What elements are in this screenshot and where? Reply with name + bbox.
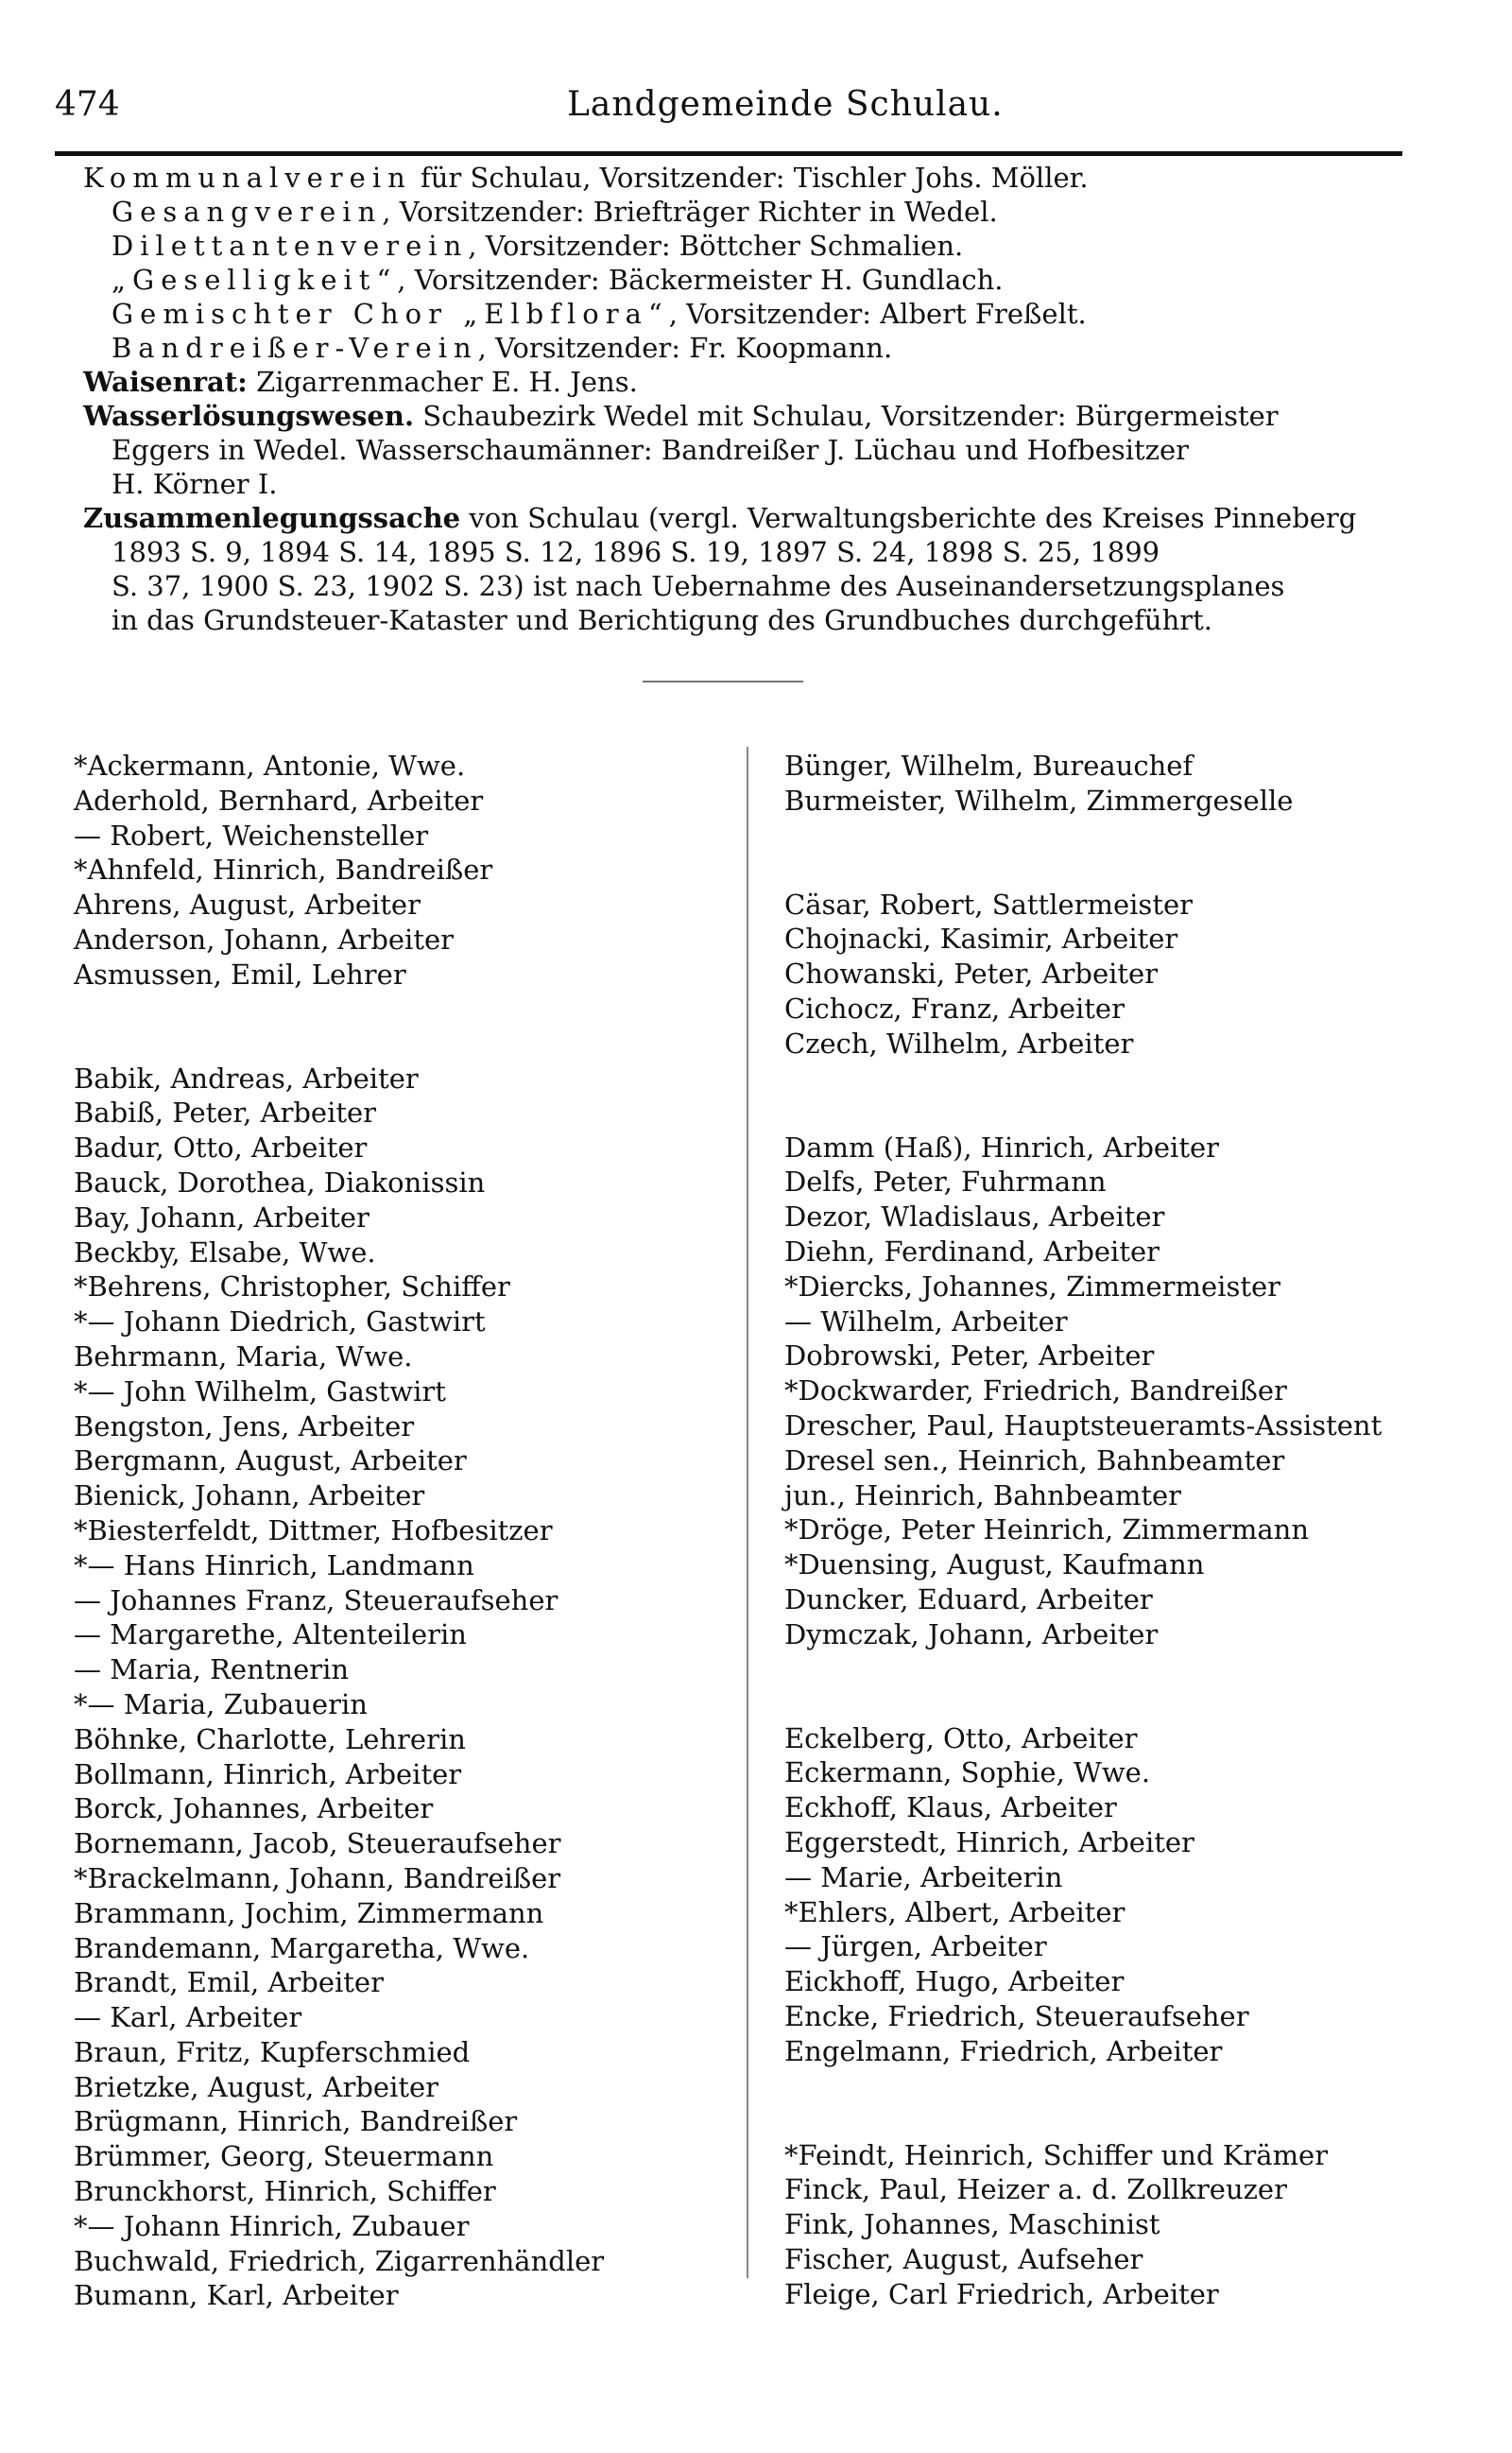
list-item: Burmeister, Wilhelm, Zimmergeselle <box>784 784 1294 817</box>
list-item: Damm (Haß), Hinrich, Arbeiter <box>784 1131 1219 1164</box>
list-item: Eckelberg, Otto, Arbeiter <box>784 1721 1138 1754</box>
page-number: 474 <box>55 85 120 124</box>
list-item: — Robert, Weichensteller <box>74 819 429 852</box>
list-item: *Ehlers, Albert, Arbeiter <box>784 1895 1125 1928</box>
section-continuation: Eggers in Wedel. Wasserschaumänner: Bandreißer J. Lüchau und Hofbesitzer <box>112 434 1189 466</box>
club-line: Gesangverein, Vorsitzender: Briefträger Richter in Wedel. <box>112 196 998 228</box>
list-item: *— Johann Hinrich, Zubauer <box>74 2209 470 2242</box>
list-item: Brügmann, Hinrich, Bandreißer <box>74 2105 518 2138</box>
section-continuation: 1893 S. 9, 1894 S. 14, 1895 S. 12, 1896 S. 19, 1897 S. 24, 1898 S. 25, 1899 <box>112 536 1160 568</box>
list-item: Brandt, Emil, Arbeiter <box>74 1966 384 1999</box>
list-item: Bengston, Jens, Arbeiter <box>74 1409 415 1442</box>
list-item: Beckby, Elsabe, Wwe. <box>74 1235 376 1269</box>
list-item: Böhnke, Charlotte, Lehrerin <box>74 1722 466 1755</box>
list-item: Eickhoff, Hugo, Arbeiter <box>784 1965 1125 1998</box>
list-item: Fleige, Carl Friedrich, Arbeiter <box>784 2277 1219 2310</box>
group-gap <box>74 993 735 1062</box>
list-item: Engelmann, Friedrich, Arbeiter <box>784 2034 1223 2067</box>
list-item: Chojnacki, Kasimir, Arbeiter <box>784 923 1178 956</box>
list-item: *Biesterfeldt, Dittmer, Hofbesitzer <box>74 1513 553 1546</box>
list-item: Badur, Otto, Arbeiter <box>74 1131 368 1165</box>
running-title: Landgemeinde Schulau. <box>567 85 1004 124</box>
list-item: Dresel sen., Heinrich, Bahnbeamter <box>784 1443 1285 1477</box>
list-item: Encke, Friedrich, Steueraufseher <box>784 1999 1249 2032</box>
list-item: Bünger, Wilhelm, Bureauchef <box>784 750 1194 782</box>
group-gap <box>784 1062 1503 1131</box>
club-line: Gemischter Chor „Elbflora“, Vorsitzender: Albert Freßelt. <box>112 298 1087 330</box>
list-item: Fischer, August, Aufseher <box>784 2242 1143 2275</box>
list-item: Chowanski, Peter, Arbeiter <box>784 958 1159 991</box>
group-gap <box>784 819 1503 888</box>
list-item: Dezor, Wladislaus, Arbeiter <box>784 1201 1165 1234</box>
list-item: Drescher, Paul, Hauptsteueramts-Assistent <box>784 1408 1383 1442</box>
section-zusammenlegung: Zusammenlegungssache von Schulau (vergl. Verwaltungsberichte des Kreises Pinneberg <box>83 502 1357 534</box>
list-item: Diehn, Ferdinand, Arbeiter <box>784 1235 1160 1268</box>
section-continuation: H. Körner I. <box>112 468 278 500</box>
list-item: — Johannes Franz, Steueraufseher <box>74 1583 558 1616</box>
list-item: *Brackelmann, Johann, Bandreißer <box>74 1861 561 1894</box>
list-item: *— Maria, Zubauerin <box>74 1687 368 1720</box>
list-item: Brümmer, Georg, Steuermann <box>74 2140 494 2173</box>
list-item: Brietzke, August, Arbeiter <box>74 2070 439 2103</box>
list-item: — Margarethe, Altenteilerin <box>74 1618 467 1651</box>
list-item: *Behrens, Christopher, Schiffer <box>74 1270 510 1304</box>
list-item: Asmussen, Emil, Lehrer <box>74 958 406 991</box>
list-item: Bergmann, August, Arbeiter <box>74 1444 467 1477</box>
list-item: Babik, Andreas, Arbeiter <box>74 1062 419 1095</box>
club-line: „Geselligkeit“, Vorsitzender: Bäckermeister H. Gundlach. <box>112 264 1004 296</box>
section-continuation: in das Grundsteuer-Kataster und Berichtigung des Grundbuches durchgeführt. <box>112 604 1213 636</box>
list-item: Aderhold, Bernhard, Arbeiter <box>74 784 484 817</box>
list-item: — Maria, Rentnerin <box>74 1653 350 1686</box>
list-item: Dobrowski, Peter, Arbeiter <box>784 1339 1155 1373</box>
list-item: — Jürgen, Arbeiter <box>784 1930 1047 1963</box>
column-divider <box>747 747 748 2278</box>
list-item: Delfs, Peter, Fuhrmann <box>784 1166 1107 1199</box>
list-item: Eckhoff, Klaus, Arbeiter <box>784 1791 1117 1824</box>
list-item: Babiß, Peter, Arbeiter <box>74 1097 377 1130</box>
right-column <box>784 749 1503 2311</box>
list-item: Bay, Johann, Arbeiter <box>74 1201 369 1234</box>
group-gap <box>784 2069 1503 2138</box>
club-line: Bandreißer-Verein, Vorsitzender: Fr. Koopmann. <box>112 332 893 364</box>
list-item: Cichocz, Franz, Arbeiter <box>784 992 1125 1025</box>
list-item: Bumann, Karl, Arbeiter <box>74 2279 399 2312</box>
list-item: Bollmann, Hinrich, Arbeiter <box>74 1757 462 1790</box>
clubs-section <box>83 161 1425 637</box>
list-item: Bornemann, Jacob, Steueraufseher <box>74 1827 561 1860</box>
list-item: Fink, Johannes, Maschinist <box>784 2208 1160 2241</box>
list-item: Bienick, Johann, Arbeiter <box>74 1479 425 1512</box>
list-item: *Duensing, August, Kaufmann <box>784 1548 1205 1581</box>
section-continuation: S. 37, 1900 S. 23, 1902 S. 23) ist nach Uebernahme des Auseinandersetzungsplanes <box>112 570 1285 602</box>
list-item: Bauck, Dorothea, Diakonissin <box>74 1166 486 1199</box>
list-item: *— John Wilhelm, Gastwirt <box>74 1374 446 1408</box>
section-separator <box>643 681 803 682</box>
list-item: — Karl, Arbeiter <box>74 2001 302 2034</box>
list-item: *Dockwarder, Friedrich, Bandreißer <box>784 1374 1287 1408</box>
list-item: *— Hans Hinrich, Landmann <box>74 1548 474 1581</box>
list-item: — Marie, Arbeiterin <box>784 1860 1063 1893</box>
list-item: Eggerstedt, Hinrich, Arbeiter <box>784 1825 1194 1858</box>
club-line: Kommunalverein für Schulau, Vorsitzender: Tischler Johs. Möller. <box>83 162 1089 194</box>
header-rule <box>55 151 1402 156</box>
list-item: Brammann, Jochim, Zimmermann <box>74 1896 544 1929</box>
list-item: *Ackermann, Antonie, Wwe. <box>74 750 466 782</box>
list-item: Brandemann, Margaretha, Wwe. <box>74 1931 530 1964</box>
list-item: Anderson, Johann, Arbeiter <box>74 923 454 956</box>
list-item: Brunckhorst, Hinrich, Schiffer <box>74 2175 496 2208</box>
list-item: jun., Heinrich, Bahnbeamter <box>784 1478 1182 1512</box>
list-item: *Ahnfeld, Hinrich, Bandreißer <box>74 854 493 887</box>
list-item: Ahrens, August, Arbeiter <box>74 889 421 922</box>
list-item: Behrmann, Maria, Wwe. <box>74 1339 413 1373</box>
club-line: Dilettantenverein, Vorsitzender: Böttcher Schmalien. <box>112 230 964 262</box>
list-item: Duncker, Eduard, Arbeiter <box>784 1582 1153 1615</box>
left-column <box>74 749 735 2313</box>
list-item: Finck, Paul, Heizer a. d. Zollkreuzer <box>784 2173 1287 2206</box>
list-item: *Feindt, Heinrich, Schiffer und Krämer <box>784 2138 1329 2171</box>
list-item: *— Johann Diedrich, Gastwirt <box>74 1305 486 1339</box>
list-item: Dymczak, Johann, Arbeiter <box>784 1617 1159 1650</box>
list-item: *Dröge, Peter Heinrich, Zimmermann <box>784 1513 1309 1546</box>
list-item: Buchwald, Friedrich, Zigarrenhändler <box>74 2244 605 2277</box>
list-item: *Diercks, Johannes, Zimmermeister <box>784 1270 1281 1303</box>
list-item: Eckermann, Sophie, Wwe. <box>784 1756 1151 1789</box>
list-item: Cäsar, Robert, Sattlermeister <box>784 888 1193 921</box>
section-wasserloesung: Wasserlösungswesen. Schaubezirk Wedel mit Schulau, Vorsitzender: Bürgermeister <box>83 400 1279 432</box>
list-item: Czech, Wilhelm, Arbeiter <box>784 1027 1134 1060</box>
list-item: — Wilhelm, Arbeiter <box>784 1304 1068 1338</box>
section-waisenrat: Waisenrat: Zigarrenmacher E. H. Jens. <box>83 366 638 398</box>
list-item: Borck, Johannes, Arbeiter <box>74 1792 434 1825</box>
list-item: Braun, Fritz, Kupferschmied <box>74 2035 471 2068</box>
group-gap <box>784 1652 1503 1721</box>
